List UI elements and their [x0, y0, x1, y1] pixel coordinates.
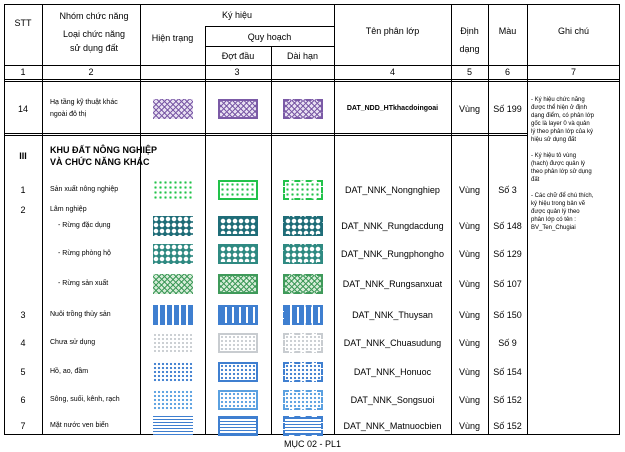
symbol-swatch [283, 416, 323, 436]
symbol-swatch [153, 180, 193, 200]
header-group: sử dụng đất [69, 43, 119, 53]
note-line: đất [531, 177, 540, 183]
row-layer: DAT_NNK_Chuasudung [343, 338, 442, 348]
header-planning: Quy hoạch [247, 32, 292, 42]
header-longterm: Dài hạn [286, 51, 319, 61]
symbol-swatch [283, 362, 323, 382]
rule [205, 26, 334, 27]
row-format: Vùng [458, 367, 481, 377]
symbol-swatch [153, 362, 193, 382]
note-line: theo phân lớp sử dụng [531, 169, 592, 175]
symbol-swatch [153, 305, 193, 325]
header-phase1: Đợt đầu [221, 51, 255, 61]
row-stt: 2 [20, 205, 26, 215]
row-layer: DAT_NNK_Thuysan [352, 310, 433, 320]
row-color: Số 129 [493, 249, 522, 259]
symbol-swatch [153, 99, 193, 119]
row-name: ngoài đô thị [50, 111, 87, 118]
row-stt: 14 [17, 104, 28, 114]
note-line: được thể hiện ở định [531, 105, 587, 111]
row-stt: III [19, 151, 27, 161]
row-layer: DAT_NNK_Rungsanxuat [342, 279, 443, 289]
header-note: Ghi chú [557, 26, 590, 36]
row-stt: 3 [20, 310, 26, 320]
header-group: Nhóm chức năng [59, 11, 129, 21]
note-line: phân lớp có tên : [531, 217, 576, 223]
row-color: Số 107 [493, 279, 522, 289]
row-name: Chưa sử dụng [50, 339, 96, 346]
symbol-swatch [153, 274, 193, 294]
symbol-swatch [153, 416, 193, 436]
symbol-swatch [218, 99, 258, 119]
row-color: Số 199 [493, 104, 522, 114]
header-stt: STT [14, 18, 32, 28]
note-line: ký hiệu trong bản vẽ [531, 201, 586, 207]
rule [271, 46, 272, 434]
footer-label: MỤC 02 - PL1 [283, 439, 342, 449]
symbol-swatch [283, 305, 323, 325]
row-stt: 1 [20, 185, 26, 195]
symbol-swatch [218, 180, 258, 200]
note-line: lý theo phân lớp của ký [531, 129, 593, 135]
column-number: 4 [389, 67, 395, 77]
header-layer: Tên phân lớp [365, 26, 420, 36]
column-number: 5 [466, 67, 472, 77]
row-name: Hồ, ao, đầm [50, 368, 89, 375]
note-line: - Các chữ để chú thích, [531, 193, 594, 199]
note-line: hiệu sử dụng đất [531, 137, 577, 143]
symbol-swatch [283, 180, 323, 200]
legend-table [4, 4, 620, 434]
note-line: - Ký hiệu chức năng [531, 97, 585, 103]
row-layer: DAT_NNK_Rungdacdung [341, 221, 444, 231]
note-line: gốc là layer 0 và quản [531, 121, 590, 127]
column-number: 2 [88, 67, 94, 77]
row-name: Mặt nước ven biển [50, 422, 109, 429]
row-color: Số 9 [498, 338, 517, 348]
header-format: Định [460, 26, 479, 36]
row-format: Vùng [458, 421, 481, 431]
row-layer: DAT_NDD_HTkhacdoingoai [346, 105, 439, 112]
header-group: Loại chức năng [62, 29, 126, 39]
row-format: Vùng [458, 185, 481, 195]
row-layer: DAT_NNK_Matnuocbien [343, 421, 442, 431]
column-number: 7 [570, 67, 576, 77]
row-name: Lâm nghiệp [50, 206, 87, 213]
symbol-swatch [218, 244, 258, 264]
row-layer: DAT_NNK_Songsuoi [350, 395, 435, 405]
symbol-swatch [218, 390, 258, 410]
row-format: Vùng [458, 249, 481, 259]
row-stt: 6 [20, 395, 26, 405]
note-line: (hach) được quản lý [531, 161, 585, 167]
row-format: Vùng [458, 310, 481, 320]
row-color: Số 152 [493, 395, 522, 405]
row-stt: 4 [20, 338, 26, 348]
row-color: Số 3 [498, 185, 517, 195]
row-name: - Rừng phòng hộ [58, 250, 111, 257]
row-format: Vùng [458, 338, 481, 348]
row-color: Số 150 [493, 310, 522, 320]
row-format: Vùng [458, 221, 481, 231]
column-number: 1 [20, 67, 26, 77]
row-stt: 5 [20, 367, 26, 377]
symbol-swatch [153, 390, 193, 410]
rule [4, 133, 527, 134]
rule [205, 46, 334, 47]
symbol-swatch [283, 244, 323, 264]
symbol-swatch [218, 216, 258, 236]
note-line: dạng điểm, có phân lớp [531, 113, 594, 119]
symbol-swatch [218, 274, 258, 294]
symbol-swatch [218, 416, 258, 436]
symbol-swatch [283, 99, 323, 119]
row-color: Số 148 [493, 221, 522, 231]
symbol-swatch [283, 390, 323, 410]
header-format: dạng [459, 44, 480, 54]
row-name: - Rừng đặc dụng [58, 222, 111, 229]
header-current: Hiện trạng [151, 33, 194, 43]
symbol-swatch [218, 362, 258, 382]
row-name: Sản xuất nông nghiệp [50, 186, 119, 193]
row-format: Vùng [458, 104, 481, 114]
symbol-swatch [283, 333, 323, 353]
column-number: 3 [234, 67, 240, 77]
column-number: 6 [504, 67, 510, 77]
row-name: KHU ĐẤT NÔNG NGHIỆP [50, 145, 158, 155]
rule [205, 26, 206, 434]
note-line: BV_Ten_Chugiai [531, 225, 576, 231]
row-color: Số 152 [493, 421, 522, 431]
note-line: được quản lý theo [531, 209, 580, 215]
row-name: Sông, suối, kênh, rạch [50, 396, 120, 403]
row-name: VÀ CHỨC NĂNG KHÁC [50, 157, 150, 167]
row-name: Nuôi trồng thủy sản [50, 311, 111, 318]
row-layer: DAT_NNK_Nongnghiep [345, 185, 440, 195]
symbol-swatch [283, 216, 323, 236]
row-name: Hạ tầng kỹ thuật khác [50, 99, 118, 106]
symbol-swatch [153, 244, 193, 264]
symbol-swatch [153, 216, 193, 236]
symbol-swatch [218, 305, 258, 325]
row-layer: DAT_NNK_Rungphongho [341, 249, 444, 259]
row-name: - Rừng sản xuất [58, 280, 109, 287]
row-format: Vùng [458, 279, 481, 289]
row-format: Vùng [458, 395, 481, 405]
row-stt: 7 [20, 421, 26, 431]
row-layer: DAT_NNK_Honuoc [353, 367, 432, 377]
symbol-swatch [283, 274, 323, 294]
row-color: Số 154 [493, 367, 522, 377]
header-color: Màu [498, 26, 517, 36]
note-line: - Ký hiệu tô vùng [531, 153, 577, 159]
symbol-swatch [218, 333, 258, 353]
rule [4, 135, 527, 136]
symbol-swatch [153, 333, 193, 353]
header-symbol: Ký hiệu [221, 10, 253, 20]
